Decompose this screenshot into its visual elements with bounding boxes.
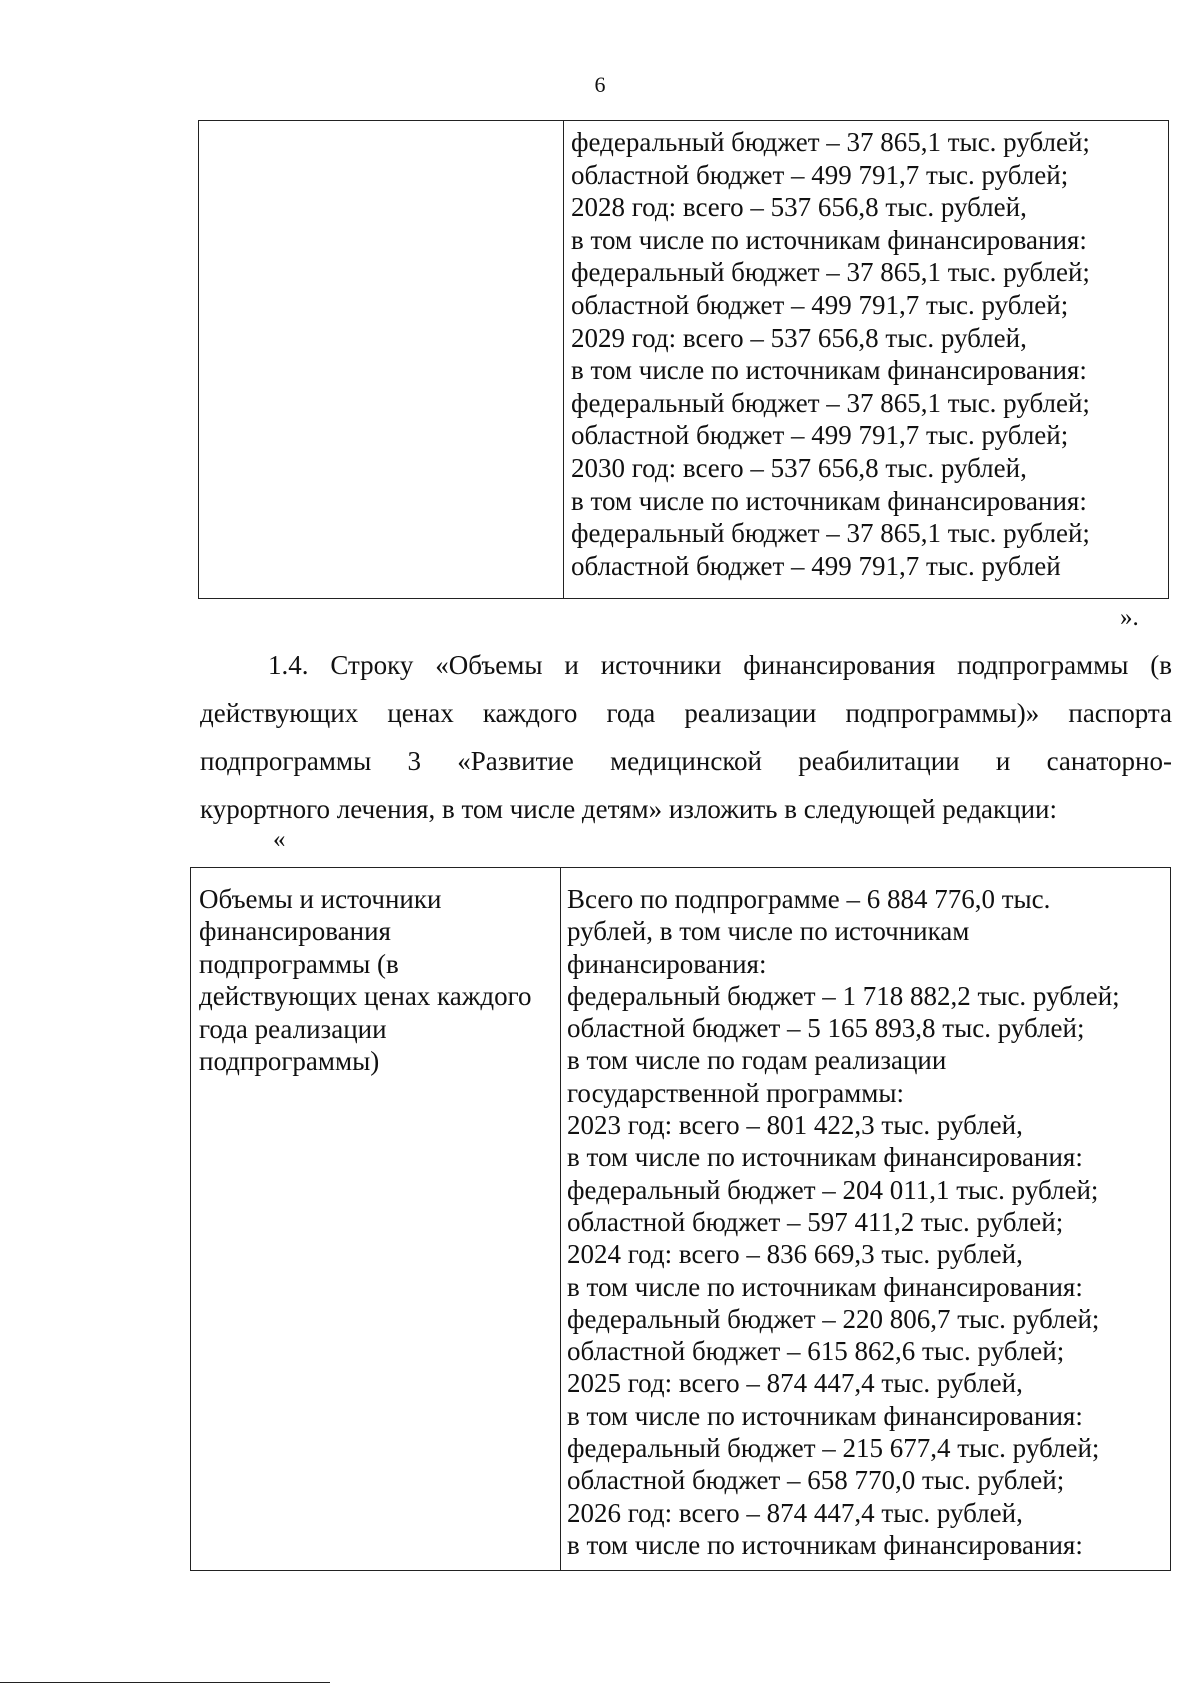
table-line: в том числе по источникам финансирования: [571, 224, 1087, 255]
table-line: 2029 год: всего – 537 656,8 тыс. рублей, [571, 322, 1027, 353]
table2-right-cell [567, 883, 1120, 1561]
table-line: областной бюджет – 499 791,7 тыс. рублей; [571, 289, 1069, 320]
table-line: в том числе по источникам финансирования: [567, 1142, 1083, 1173]
table-line: подпрограммы) [199, 1046, 380, 1077]
column-divider [563, 121, 564, 598]
table-line: в том числе по источникам финансирования: [567, 1529, 1083, 1560]
table-line: областной бюджет – 658 770,0 тыс. рублей; [567, 1465, 1065, 1496]
table-line: 2028 год: всего – 537 656,8 тыс. рублей, [571, 192, 1027, 223]
table-line: Всего по подпрограмме – 6 884 776,0 тыс. [567, 884, 1051, 914]
table-line: федеральный бюджет – 1 718 882,2 тыс. рублей; [567, 980, 1120, 1011]
table-line: финансирования [199, 916, 391, 947]
funding-table-subprogram-3 [190, 867, 1171, 1571]
table-line: федеральный бюджет – 37 865,1 тыс. рублей; [571, 127, 1090, 157]
table-line: федеральный бюджет – 37 865,1 тыс. рублей; [571, 257, 1090, 288]
table-line: федеральный бюджет – 204 011,1 тыс. рублей; [567, 1174, 1099, 1205]
table-line: действующих ценах каждого [199, 981, 532, 1012]
table-line: областной бюджет – 499 791,7 тыс. рублей; [571, 420, 1069, 451]
amendment-paragraph [200, 641, 1172, 833]
table-line: года реализации [199, 1013, 387, 1044]
table1-right-cell [571, 126, 1090, 582]
table-line: областной бюджет – 597 411,2 тыс. рублей; [567, 1206, 1064, 1237]
table-line: 2023 год: всего – 801 422,3 тыс. рублей, [567, 1110, 1023, 1141]
table-line: 2024 год: всего – 836 669,3 тыс. рублей, [567, 1239, 1023, 1270]
table-line: в том числе по источникам финансирования: [571, 355, 1087, 386]
table-line: 2025 год: всего – 874 447,4 тыс. рублей, [567, 1368, 1023, 1399]
funding-table-continued [198, 120, 1169, 599]
table2-left-cell [199, 883, 532, 1077]
table-line: в том числе по годам реализации [567, 1045, 947, 1076]
page-number: 6 [594, 72, 606, 97]
paragraph-line: подпрограммы 3 «Развитие медицинской реабилитации и санаторно- [200, 746, 1172, 776]
table-line: федеральный бюджет – 37 865,1 тыс. рублей; [571, 387, 1090, 418]
table-line: рублей, в том числе по источникам [567, 916, 970, 947]
table-line: 2026 год: всего – 874 447,4 тыс. рублей, [567, 1497, 1023, 1528]
table-line: в том числе по источникам финансирования: [567, 1400, 1083, 1431]
table-line: подпрограммы (в [199, 948, 399, 979]
table-line: областной бюджет – 499 791,7 тыс. рублей; [571, 159, 1069, 190]
table-line: в том числе по источникам финансирования: [571, 485, 1087, 516]
table-line: федеральный бюджет – 37 865,1 тыс. рублей; [571, 518, 1090, 549]
table-line: 2030 год: всего – 537 656,8 тыс. рублей, [571, 452, 1027, 483]
paragraph-line: 1.4. Строку «Объемы и источники финансирования подпрограммы (в [268, 650, 1172, 680]
table-line: областной бюджет – 5 165 893,8 тыс. рублей; [567, 1013, 1085, 1044]
paragraph-line: курортного лечения, в том числе детям» изложить в следующей редакции: [200, 794, 1058, 824]
table-line: областной бюджет – 499 791,7 тыс. рублей [571, 550, 1061, 581]
table-line: государственной программы: [567, 1077, 904, 1108]
footer-rule [0, 1682, 330, 1683]
table-line: областной бюджет – 615 862,6 тыс. рублей; [567, 1336, 1065, 1367]
table-line: федеральный бюджет – 220 806,7 тыс. рублей; [567, 1303, 1100, 1334]
table-line: в том числе по источникам финансирования: [567, 1271, 1083, 1302]
opening-quote: « [273, 826, 286, 853]
table-line: федеральный бюджет – 215 677,4 тыс. рублей; [567, 1433, 1100, 1464]
paragraph-line: действующих ценах каждого года реализации подпрограммы)» паспорта [200, 698, 1172, 728]
table-line: финансирования: [567, 948, 767, 979]
table-line: Объемы и источники [199, 884, 442, 914]
column-divider [560, 868, 561, 1570]
closing-quote: ». [1120, 604, 1139, 631]
